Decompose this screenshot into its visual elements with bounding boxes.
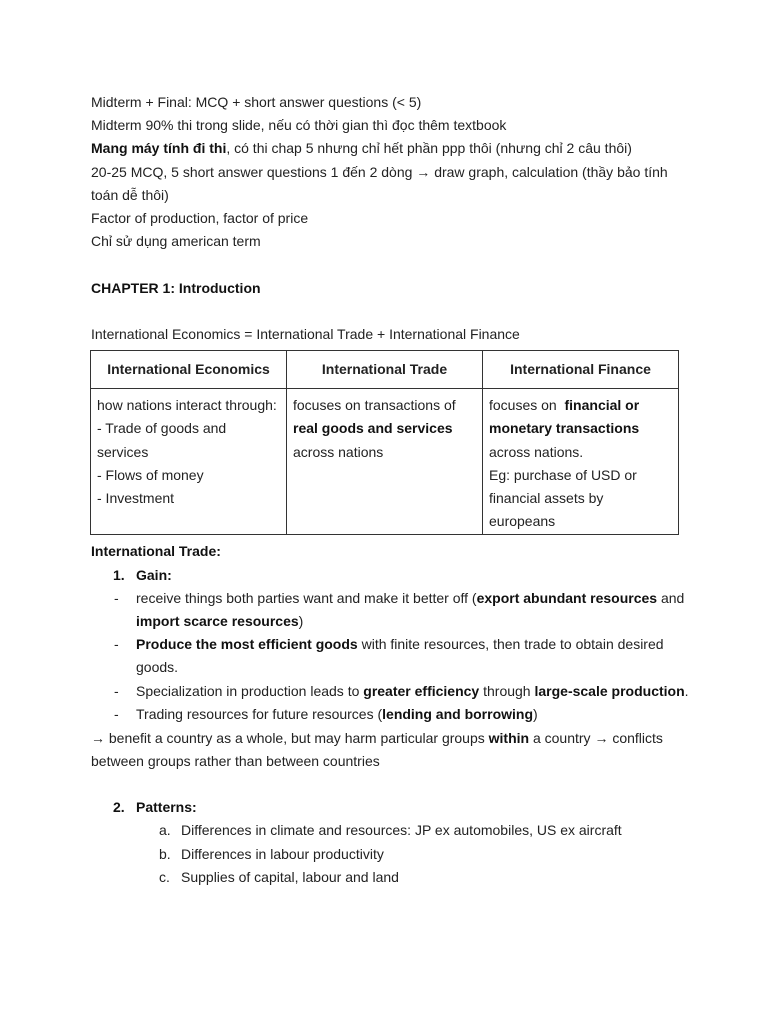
table-cell [91, 389, 287, 535]
cell-line [293, 417, 476, 440]
pattern-item: Differences in climate and resources: JP ex automobiles, US ex aircraft [181, 822, 622, 838]
table-header-row [91, 351, 679, 389]
section-heading [91, 541, 221, 561]
note-line: Factor of production, factor of price [91, 210, 309, 226]
table-header: International Economics [91, 351, 287, 389]
cell-line: across nations [293, 443, 384, 460]
bullet-item [136, 704, 538, 724]
bullet-marker: - [114, 590, 119, 606]
list-marker [113, 565, 125, 585]
bullet-item [136, 681, 689, 701]
bold-text: Mang máy tính đi thi [91, 140, 227, 156]
text: ) [298, 613, 304, 629]
bold-text: greater efficiency [363, 683, 480, 699]
bullet-item-cont [136, 611, 303, 631]
title-text: Patterns: [136, 799, 197, 815]
bold-text: export abundant resources [476, 590, 658, 606]
bold-text: large-scale production [534, 683, 685, 699]
table-header: International Trade [287, 351, 483, 389]
pattern-item: Differences in labour productivity [181, 846, 384, 862]
bullet-item-cont: goods. [136, 659, 179, 675]
text: Specialization in production leads to [136, 683, 364, 699]
cell-line: - Flows of money [97, 466, 204, 483]
cell-line [489, 394, 672, 417]
note-line: Midterm 90% thi trong slide, nếu có thời gian thì đọc thêm textbook [91, 117, 507, 133]
cell-line: how nations interact through: [97, 397, 277, 413]
bold-text: monetary transactions [489, 420, 640, 437]
cell-line: - Trade of goods and services [97, 420, 227, 460]
bold-text: within [488, 730, 530, 746]
title-text: Gain: [136, 567, 172, 583]
list-item-title [136, 565, 172, 585]
text: focuses on [489, 397, 561, 413]
heading-text: International Trade: [91, 543, 221, 559]
note-line [91, 138, 632, 158]
note-line: Midterm + Final: MCQ + short answer questions (< 5) [91, 94, 422, 110]
bullet-item [136, 588, 684, 608]
bold-text: financial or [564, 397, 640, 413]
marker-text: 2. [113, 799, 125, 815]
conclusion-line [91, 728, 663, 748]
sub-marker: b. [159, 846, 171, 862]
chapter-title-text: CHAPTER 1: Introduction [91, 280, 261, 296]
text: → benefit a country as a whole, but may harm particular groups [91, 730, 489, 746]
cell-line: across nations. [489, 443, 584, 460]
bullet-marker: - [114, 683, 119, 699]
table-cell [287, 389, 483, 535]
bullet-marker: - [114, 706, 119, 722]
table-row [91, 389, 679, 535]
sub-marker: a. [159, 822, 171, 838]
chapter-title [91, 278, 261, 298]
text: with finite resources, then trade to obtain desired [357, 636, 664, 652]
bold-text: real goods and services [293, 420, 453, 437]
table-cell [483, 389, 679, 535]
note-line: toán dễ thôi) [91, 187, 169, 203]
text: through [479, 683, 535, 699]
bold-text: import scarce resources [136, 613, 299, 629]
cell-line: focuses on transactions of [293, 397, 456, 413]
pattern-item: Supplies of capital, labour and land [181, 869, 399, 885]
text: , có thi chap 5 nhưng chỉ hết phần ppp thôi (nhưng chỉ 2 câu thôi) [226, 140, 632, 156]
text: a country → conflicts [529, 730, 663, 746]
marker-text: 1. [113, 567, 125, 583]
list-item-title [136, 797, 197, 817]
note-line: Chỉ sử dụng american term [91, 233, 261, 249]
cell-line [489, 417, 672, 440]
bullet-item [136, 634, 664, 654]
text: Trading resources for future resources ( [136, 706, 383, 722]
text: . [684, 683, 689, 699]
table-header: International Finance [483, 351, 679, 389]
bold-text: lending and borrowing [382, 706, 534, 722]
cell-line: - Investment [97, 490, 175, 507]
bold-text: Produce the most efficient goods [136, 636, 358, 652]
cell-line: financial assets by europeans [489, 490, 604, 530]
text: receive things both parties want and make it better off ( [136, 590, 477, 606]
cell-line: Eg: purchase of USD or [489, 466, 637, 483]
conclusion-line: between groups rather than between countries [91, 753, 380, 769]
bullet-marker: - [114, 636, 119, 652]
equation: International Economics = International Trade + International Finance [91, 326, 520, 342]
comparison-table [90, 350, 679, 535]
text: and [657, 590, 685, 606]
list-marker [113, 797, 125, 817]
text: ) [533, 706, 538, 722]
sub-marker: c. [159, 869, 170, 885]
note-line: 20-25 MCQ, 5 short answer questions 1 đến 2 dòng → draw graph, calculation (thầy bảo tính [91, 164, 668, 180]
